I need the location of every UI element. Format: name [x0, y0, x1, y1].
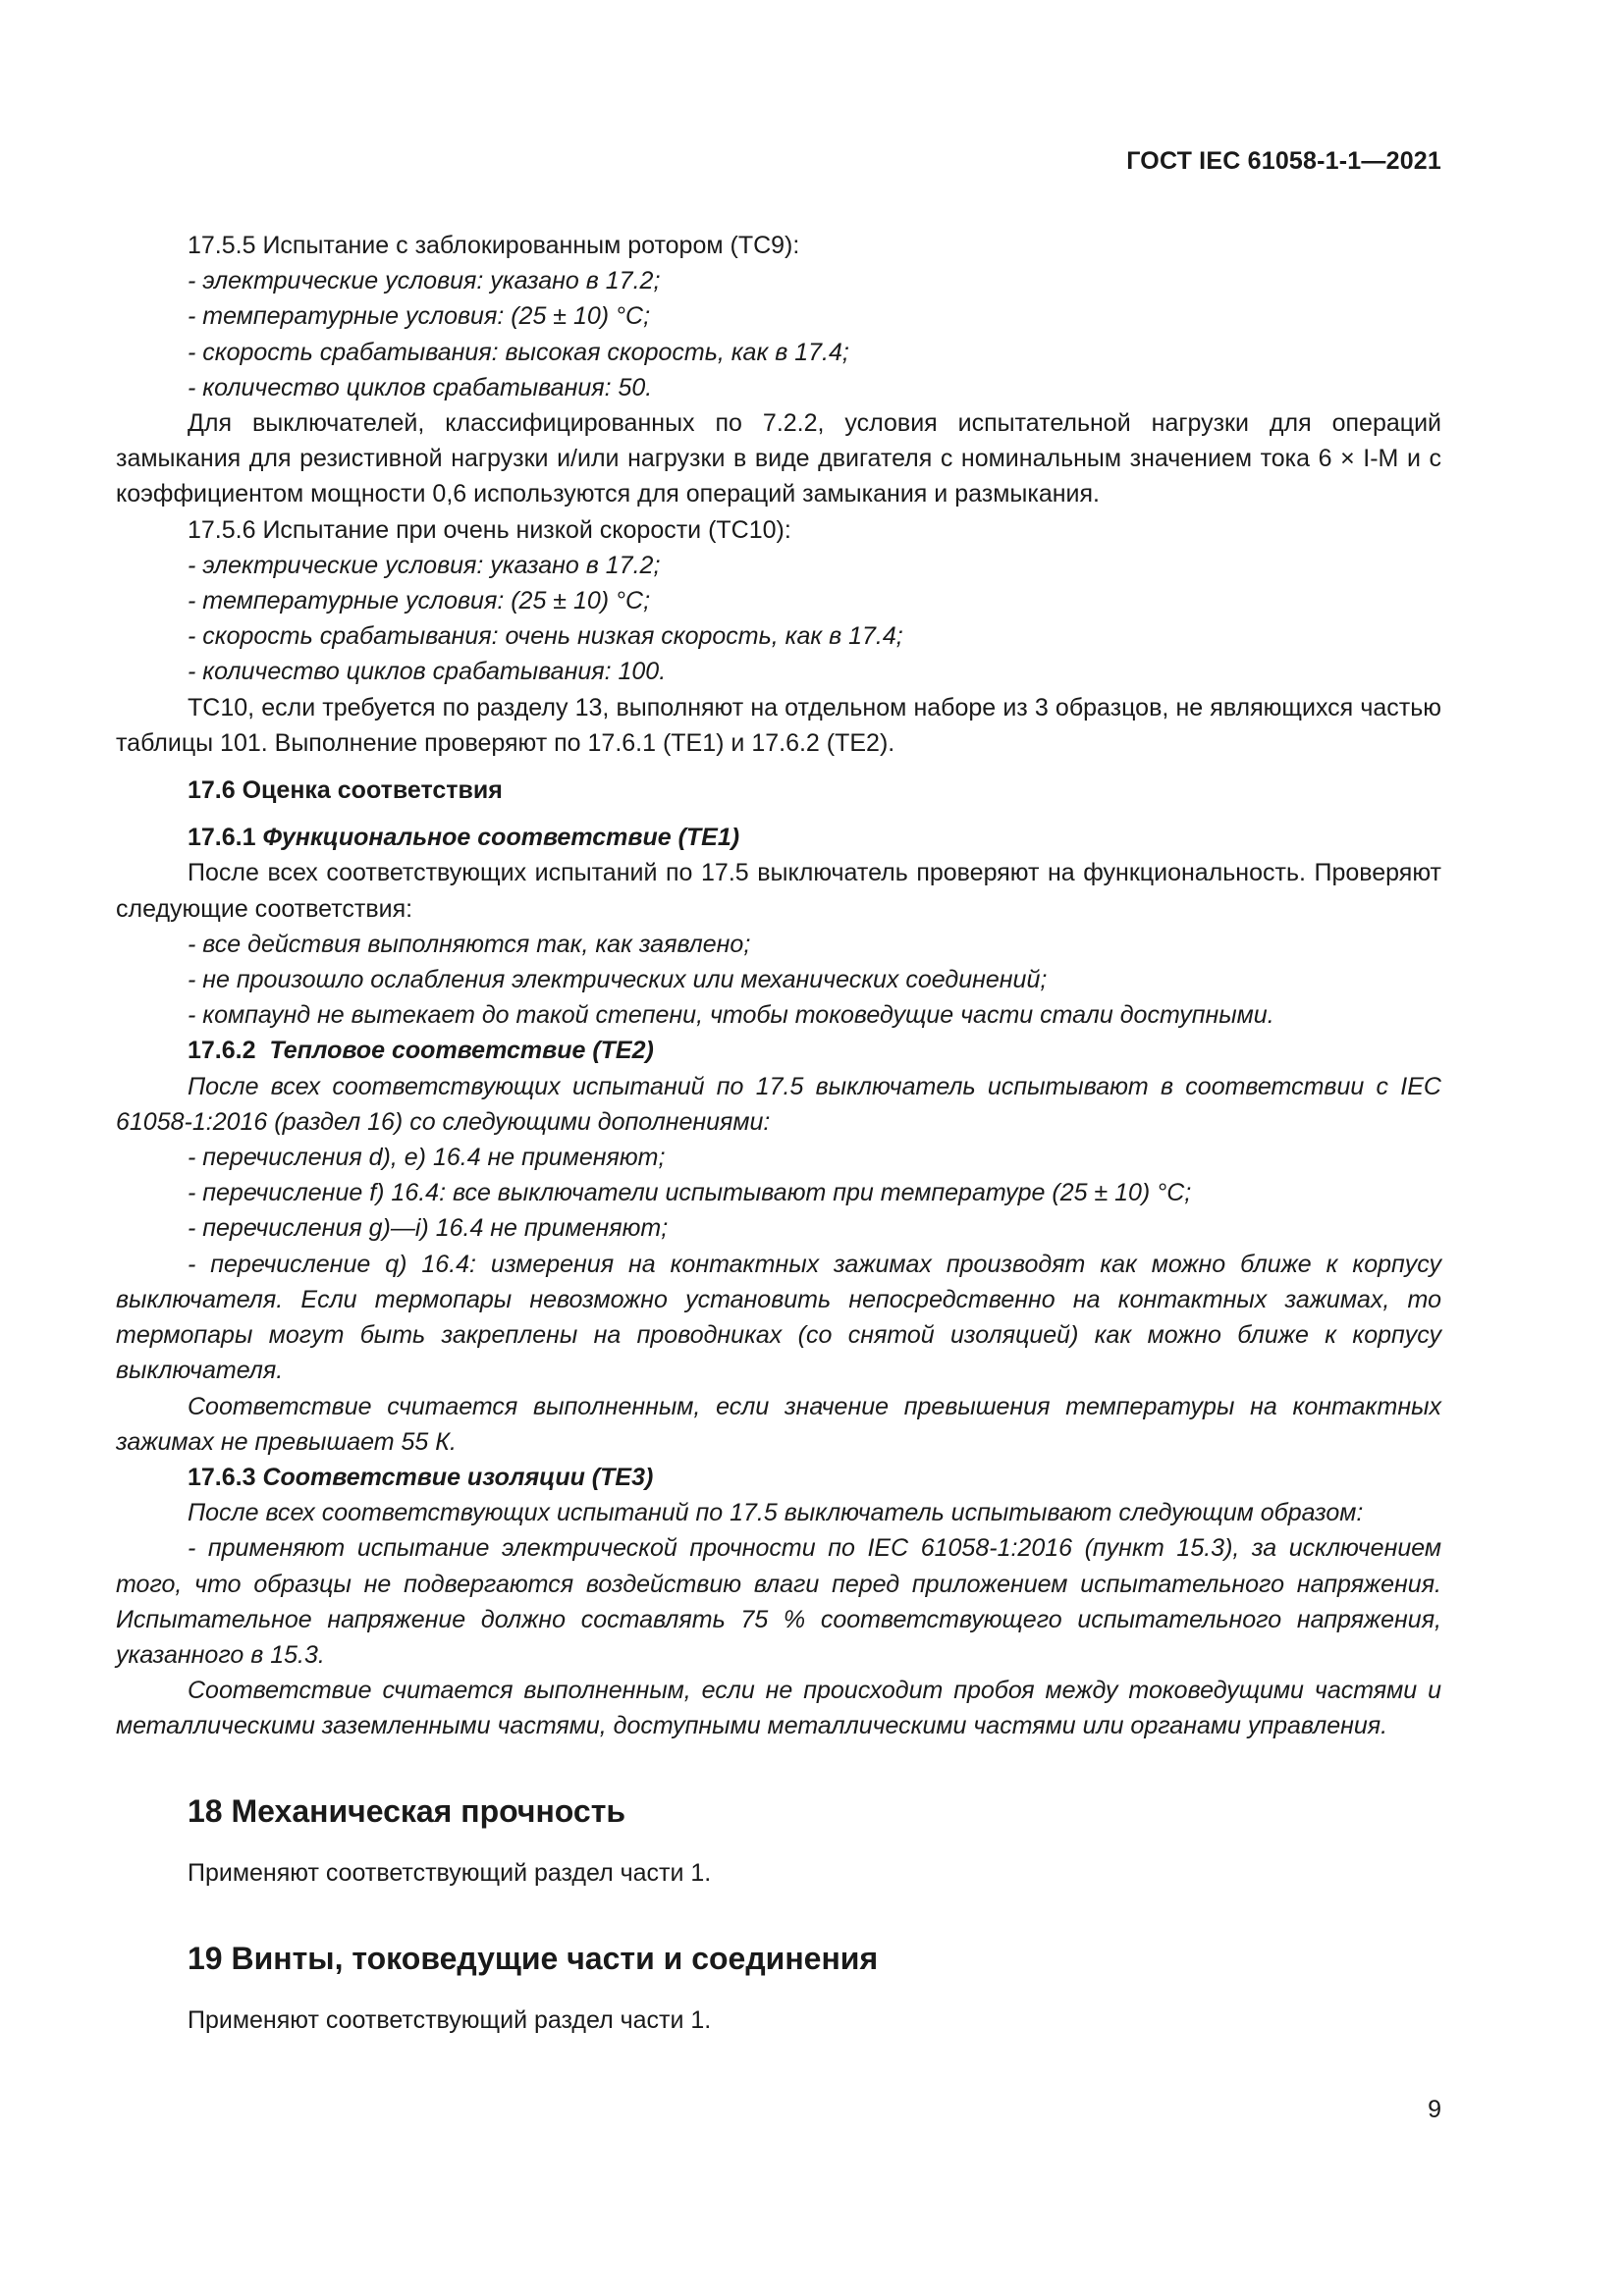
clause-17-5-5-note: Для выключателей, классифицированных по 7.2.2, условия испытательной нагрузки для операций замыкания для резистивной нагрузки и/или нагрузки в виде двигателя с номинальным значением тока 6 × I-M и с коэффициентом мощности 0,6 используются для операций замыкания и размыкания. — [116, 409, 1441, 508]
clause-number: 17.6.1 — [188, 824, 256, 852]
list-item: - температурные условия: (25 ± 10) °С; — [188, 587, 651, 615]
list-item: - электрические условия: указано в 17.2; — [188, 551, 661, 579]
clause-number: 17.6.3 — [188, 1463, 256, 1491]
clause-17-6-2-heading — [116, 1033, 1441, 1068]
list-item: - перечисления g)—i) 16.4 не применяют; — [188, 1214, 669, 1243]
list-item: - перечисление f) 16.4: все выключатели испытывают при температуре (25 ± 10) °С; — [188, 1179, 1192, 1207]
section-19-body: Применяют соответствующий раздел части 1. — [188, 2005, 712, 2034]
clause-17-5-6-note: TC10, если требуется по разделу 13, выполняют на отдельном наборе из 3 образцов, не являющихся частью таблицы 101. Выполнение проверяют по 17.6.1 (ТЕ1) и 17.6.2 (ТЕ2). — [116, 693, 1441, 757]
list-item: - скорость срабатывания: высокая скорость, как в 17.4; — [188, 338, 849, 366]
page-content — [116, 228, 1441, 2038]
list-item: - температурные условия: (25 ± 10) °С; — [188, 302, 651, 331]
list-item: - электрические условия: указано в 17.2; — [188, 267, 661, 295]
section-18-body: Применяют соответствующий раздел части 1. — [188, 1858, 712, 1887]
clause-17-6-2-conclusion: Соответствие считается выполненным, если значение превышения температуры на контактных зажимах не превышает 55 К. — [116, 1392, 1441, 1456]
list-item: - перечисление q) 16.4: измерения на контактных зажимах производят как можно ближе к корпусу выключателя. Если термопары невозможно установить непосредственно на контактных зажимах, то термопары могут быть закреплены на проводниках (со снятой изоляцией) как можно ближе к корпусу выключателя. — [116, 1250, 1441, 1385]
list-item: - перечисления d), е) 16.4 не применяют; — [188, 1144, 666, 1172]
list-item: - применяют испытание электрической прочности по IEC 61058-1:2016 (пункт 15.3), за исключением того, что образцы не подвергаются воздействию влаги перед приложением испытательного напряжения. Испытательное напряжение должно составлять 75 % соответствующего испытательного напряжения, указанного в 15.3. — [116, 1534, 1441, 1669]
clause-17-6-2-intro: После всех соответствующих испытаний по 17.5 выключатель испытывают в соответствии с IEC 61058-1:2016 (раздел 16) со следующими дополнениями: — [116, 1072, 1441, 1136]
list-item: - не произошло ослабления электрических или механических соединений; — [188, 966, 1048, 994]
clause-17-6-3-conclusion: Соответствие считается выполненным, если не происходит пробоя между токоведущими частями и металлическими заземленными частями, доступными металлическими частями или органами управления. — [116, 1677, 1441, 1740]
clause-17-6-1-intro: После всех соответствующих испытаний по 17.5 выключатель проверяют на функциональность. Проверяют следующие соответствия: — [116, 859, 1441, 923]
clause-17-6-heading: 17.6 Оценка соответствия — [188, 776, 503, 805]
clause-number: 17.6.2 — [188, 1037, 256, 1065]
clause-17-6-3-heading — [116, 1460, 1441, 1495]
list-item: - количество циклов срабатывания: 50. — [188, 373, 653, 401]
clause-title: Соответствие изоляции (ТЕ3) — [262, 1463, 654, 1491]
list-item: - компаунд не вытекает до такой степени, чтобы токоведущие части стали доступными. — [188, 1001, 1274, 1030]
clause-17-6-3-intro: После всех соответствующих испытаний по 17.5 выключатель испытывают следующим образом: — [188, 1499, 1364, 1527]
clause-17-5-6-title: 17.5.6 Испытание при очень низкой скорости (TC10): — [188, 515, 791, 544]
list-item: - скорость срабатывания: очень низкая скорость, как в 17.4; — [188, 622, 903, 651]
clause-17-6-1-heading — [116, 820, 1441, 855]
clause-title: Тепловое соответствие (ТЕ2) — [269, 1037, 654, 1065]
doc-code-header: ГОСТ IEC 61058-1-1—2021 — [1126, 147, 1441, 175]
section-18-title: 18 Механическая прочность — [188, 1792, 626, 1829]
clause-17-5-5-title: 17.5.5 Испытание с заблокированным ротором (TC9): — [188, 232, 800, 259]
list-item: - количество циклов срабатывания: 100. — [188, 658, 667, 686]
list-item: - все действия выполняются так, как заявлено; — [188, 930, 751, 958]
section-19-title: 19 Винты, токоведущие части и соединения — [188, 1940, 879, 1976]
page-number: 9 — [1428, 2096, 1441, 2123]
clause-title: Функциональное соответствие (ТЕ1) — [262, 824, 740, 852]
